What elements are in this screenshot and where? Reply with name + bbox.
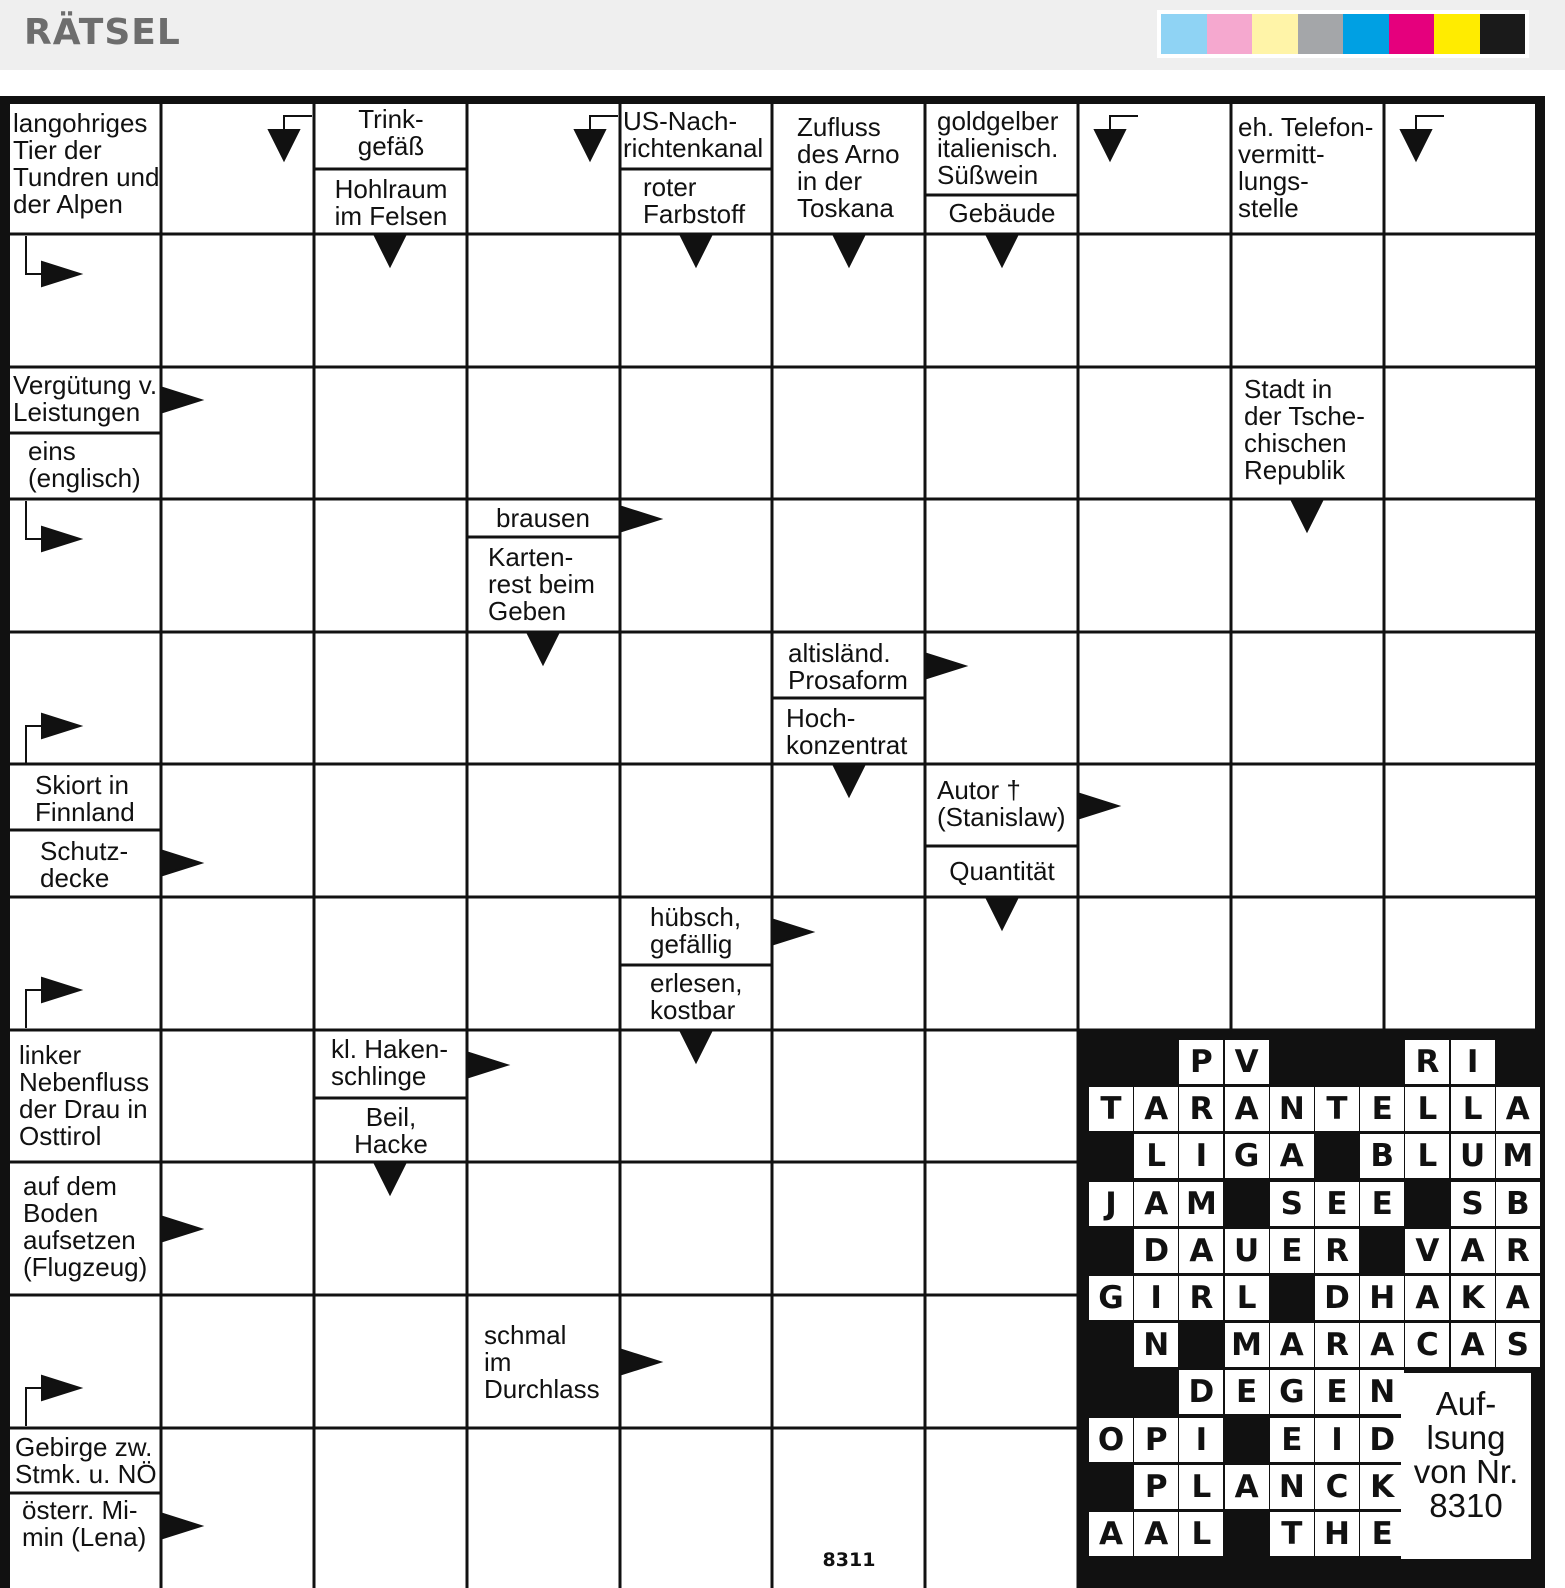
- clue-c19: Autor † (Stanislaw): [937, 777, 1066, 832]
- solution-cell: T: [1315, 1087, 1359, 1131]
- solution-cell: I: [1134, 1276, 1178, 1320]
- swatch-light-yellow: [1252, 14, 1298, 54]
- page-title: RÄTSEL: [24, 12, 181, 53]
- clue-c16: Hoch- konzentrat: [786, 705, 908, 760]
- solution-cell: R: [1405, 1040, 1449, 1084]
- clue-c6: Zufluss des Arno in der Toskana: [797, 114, 900, 223]
- solution-cell: H: [1315, 1512, 1359, 1556]
- swatch-light-cyan: [1161, 14, 1207, 54]
- solution-cell: C: [1315, 1465, 1359, 1509]
- clue-c29: österr. Mi- min (Lena): [22, 1497, 147, 1552]
- clue-c27: schmal im Durchlass: [484, 1322, 600, 1404]
- solution-cell: A: [1405, 1276, 1449, 1320]
- swatch-magenta: [1389, 14, 1435, 54]
- solution-cell: U: [1451, 1134, 1495, 1178]
- solution-cell: D: [1179, 1370, 1223, 1414]
- swatch-cyan: [1343, 14, 1389, 54]
- solution-cell: P: [1134, 1418, 1178, 1462]
- solution-cell: A: [1179, 1229, 1223, 1273]
- solution-cell: G: [1089, 1276, 1133, 1320]
- solution-cell: E: [1225, 1370, 1269, 1414]
- clue-c20: Quantität: [949, 858, 1055, 886]
- solution-cell: A: [1496, 1087, 1540, 1131]
- clue-c14: Karten- rest beim Geben: [488, 544, 595, 626]
- solution-cell: E: [1360, 1087, 1404, 1131]
- clue-c23: linker Nebenfluss der Drau in Osttirol: [19, 1042, 150, 1151]
- solution-label: Auf- lsung von Nr. 8310: [1401, 1373, 1531, 1559]
- solution-cell: P: [1134, 1465, 1178, 1509]
- solution-cell: I: [1451, 1040, 1495, 1084]
- solution-cell: A: [1496, 1276, 1540, 1320]
- solution-cell: A: [1451, 1229, 1495, 1273]
- swatch-light-magenta: [1207, 14, 1253, 54]
- clue-c17: Skiort in Finnland: [35, 772, 135, 827]
- solution-cell: A: [1089, 1512, 1133, 1556]
- solution-cell: N: [1270, 1465, 1314, 1509]
- clue-c12: Stadt in der Tsche- chischen Republik: [1244, 376, 1365, 485]
- solution-cell: P: [1179, 1040, 1223, 1084]
- solution-cell: J: [1089, 1182, 1133, 1226]
- solution-cell: K: [1451, 1276, 1495, 1320]
- solution-cell: L: [1451, 1087, 1495, 1131]
- solution-cell: O: [1089, 1418, 1133, 1462]
- solution-cell: V: [1225, 1040, 1269, 1084]
- solution-cell: I: [1179, 1134, 1223, 1178]
- solution-cell: A: [1270, 1323, 1314, 1367]
- solution-cell: A: [1270, 1134, 1314, 1178]
- clue-c15: altisländ. Prosaform: [788, 640, 908, 695]
- clue-c22: erlesen, kostbar: [650, 970, 743, 1025]
- solution-cell: H: [1360, 1276, 1404, 1320]
- solution-cell: M: [1179, 1182, 1223, 1226]
- solution-cell: A: [1134, 1182, 1178, 1226]
- clue-c2: Trink- gefäß: [357, 106, 425, 161]
- solution-cell: E: [1315, 1182, 1359, 1226]
- clue-c11: eins (englisch): [28, 438, 141, 493]
- solution-cell: R: [1496, 1229, 1540, 1273]
- swatch-gray: [1298, 14, 1344, 54]
- solution-cell: K: [1360, 1465, 1404, 1509]
- solution-cell: N: [1270, 1087, 1314, 1131]
- clue-c3: Hohlraum im Felsen: [334, 176, 448, 231]
- solution-cell: N: [1134, 1323, 1178, 1367]
- solution-cell: R: [1179, 1276, 1223, 1320]
- solution-cell: A: [1225, 1087, 1269, 1131]
- solution-cell: E: [1315, 1370, 1359, 1414]
- solution-cell: R: [1179, 1087, 1223, 1131]
- clue-c13: brausen: [496, 505, 590, 533]
- solution-cell: V: [1405, 1229, 1449, 1273]
- solution-cell: U: [1225, 1229, 1269, 1273]
- clue-c1: langohriges Tier der Tundren und der Alpen: [13, 110, 160, 219]
- solution-cell: R: [1315, 1323, 1359, 1367]
- solution-cell: L: [1225, 1276, 1269, 1320]
- clue-c24: kl. Haken- schlinge: [331, 1036, 449, 1091]
- solution-cell: E: [1270, 1418, 1314, 1462]
- solution-cell: L: [1405, 1087, 1449, 1131]
- solution-cell: S: [1451, 1182, 1495, 1226]
- solution-cell: L: [1179, 1465, 1223, 1509]
- clue-c26: auf dem Boden aufsetzen (Flugzeug): [23, 1173, 148, 1282]
- issue-number: 8311: [814, 1548, 884, 1588]
- solution-cell: D: [1315, 1276, 1359, 1320]
- solution-cell: A: [1134, 1512, 1178, 1556]
- solution-cell: D: [1360, 1418, 1404, 1462]
- solution-cell: L: [1134, 1134, 1178, 1178]
- clue-c28: Gebirge zw. Stmk. u. NÖ: [15, 1434, 157, 1489]
- swatch-black: [1480, 14, 1526, 54]
- solution-cell: E: [1270, 1229, 1314, 1273]
- solution-cell: L: [1405, 1134, 1449, 1178]
- solution-cell: S: [1270, 1182, 1314, 1226]
- solution-cell: A: [1225, 1465, 1269, 1509]
- solution-cell: C: [1405, 1323, 1449, 1367]
- solution-cell: D: [1134, 1229, 1178, 1273]
- solution-cell: G: [1270, 1370, 1314, 1414]
- solution-cell: A: [1134, 1087, 1178, 1131]
- clue-c9: eh. Telefon- vermitt- lungs- stelle: [1238, 114, 1374, 223]
- clue-c4: US-Nach- richtenkanal: [623, 108, 764, 163]
- solution-cell: S: [1496, 1323, 1540, 1367]
- solution-cell: A: [1451, 1323, 1495, 1367]
- clue-c10: Vergütung v. Leistungen: [13, 372, 158, 427]
- solution-cell: R: [1315, 1229, 1359, 1273]
- clue-c8: Gebäude: [948, 200, 1056, 228]
- color-swatches: [1157, 10, 1529, 58]
- swatch-yellow: [1434, 14, 1480, 54]
- clue-c5: roter Farbstoff: [643, 174, 746, 229]
- solution-cell: M: [1496, 1134, 1540, 1178]
- solution-cell: A: [1360, 1323, 1404, 1367]
- solution-cell: B: [1496, 1182, 1540, 1226]
- header-bar: [0, 0, 1565, 70]
- clue-c18: Schutz- decke: [40, 838, 129, 893]
- clue-c25: Beil, Hacke: [354, 1104, 428, 1159]
- solution-cell: T: [1089, 1087, 1133, 1131]
- clue-c21: hübsch, gefällig: [650, 904, 742, 959]
- solution-cell: I: [1315, 1418, 1359, 1462]
- solution-cell: B: [1360, 1134, 1404, 1178]
- solution-cell: E: [1360, 1182, 1404, 1226]
- clue-c7: goldgelber italienisch. Süßwein: [937, 108, 1059, 190]
- solution-cell: G: [1225, 1134, 1269, 1178]
- solution-cell: T: [1270, 1512, 1314, 1556]
- solution-cell: M: [1225, 1323, 1269, 1367]
- solution-cell: N: [1360, 1370, 1404, 1414]
- solution-cell: I: [1179, 1418, 1223, 1462]
- solution-cell: E: [1360, 1512, 1404, 1556]
- solution-cell: L: [1179, 1512, 1223, 1556]
- crossword-grid: [0, 96, 1545, 1588]
